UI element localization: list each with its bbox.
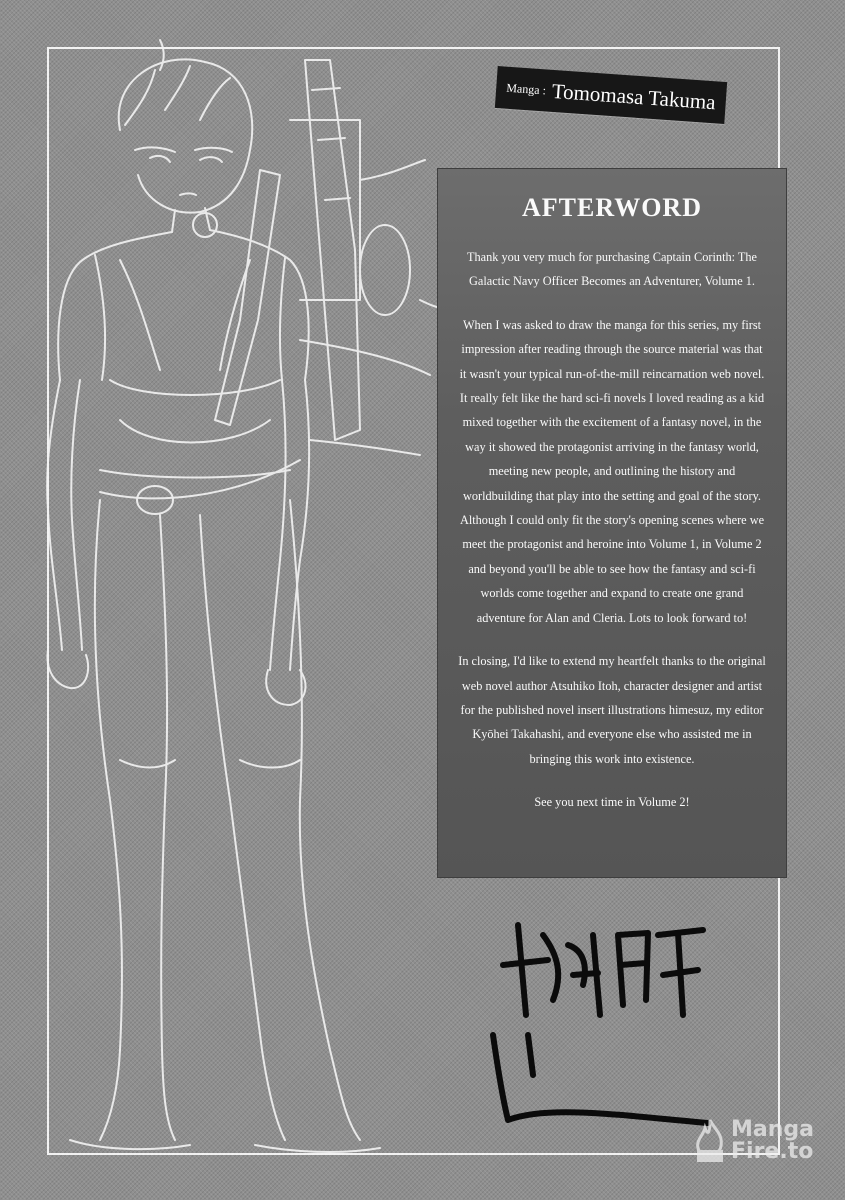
watermark-line-1: Manga [731,1117,814,1142]
artist-signature [488,905,728,1145]
afterword-paragraph-3: In closing, I'd like to extend my heartfelt thanks to the original web novel author Atsuhiko Itoh, character designer and artist for the published novel insert illustrations himesuz, my editor Kyōhei Takahashi, and everyone else who assisted me in bringing this work into existence. [458,654,766,766]
site-watermark [693,1118,814,1164]
afterword-title: AFTERWORD [522,193,702,222]
afterword-paragraph-1: Thank you very much for purchasing Captain Corinth: The Galactic Navy Officer Becomes an Adventurer, Volume 1. [466,250,758,289]
flame-logo-icon [693,1118,727,1164]
watermark-line-2: Fire.to [731,1139,814,1164]
afterword-paragraph-2: When I was asked to draw the manga for this series, my first impression after reading through the source material was that it wasn't your typical run-of-the-mill reincarnation web novel. It really felt like the hard sci-fi novels I loved reading as a kid mixed together with the excitement of a fantasy novel, in the way it showed the protagonist arriving in the fantasy world, meeting new people, and outlining the history and worldbuilding that play into the setting and goal of the story. Although I could only fit the story's opening scenes where we meet the protagonist and heroine into Volume 1, in Volume 2 and beyond you'll be able to see how the fantasy and sci-fi worlds come together and expand to create one grand adventure for Alan and Cleria. Lots to look forward to! [459,317,765,625]
afterword-paragraph-4: See you next time in Volume 2! [534,795,690,810]
afterword-panel [437,168,787,878]
credit-role: Manga : [505,80,547,97]
credit-name: Tomomasa Takuma [551,78,717,114]
